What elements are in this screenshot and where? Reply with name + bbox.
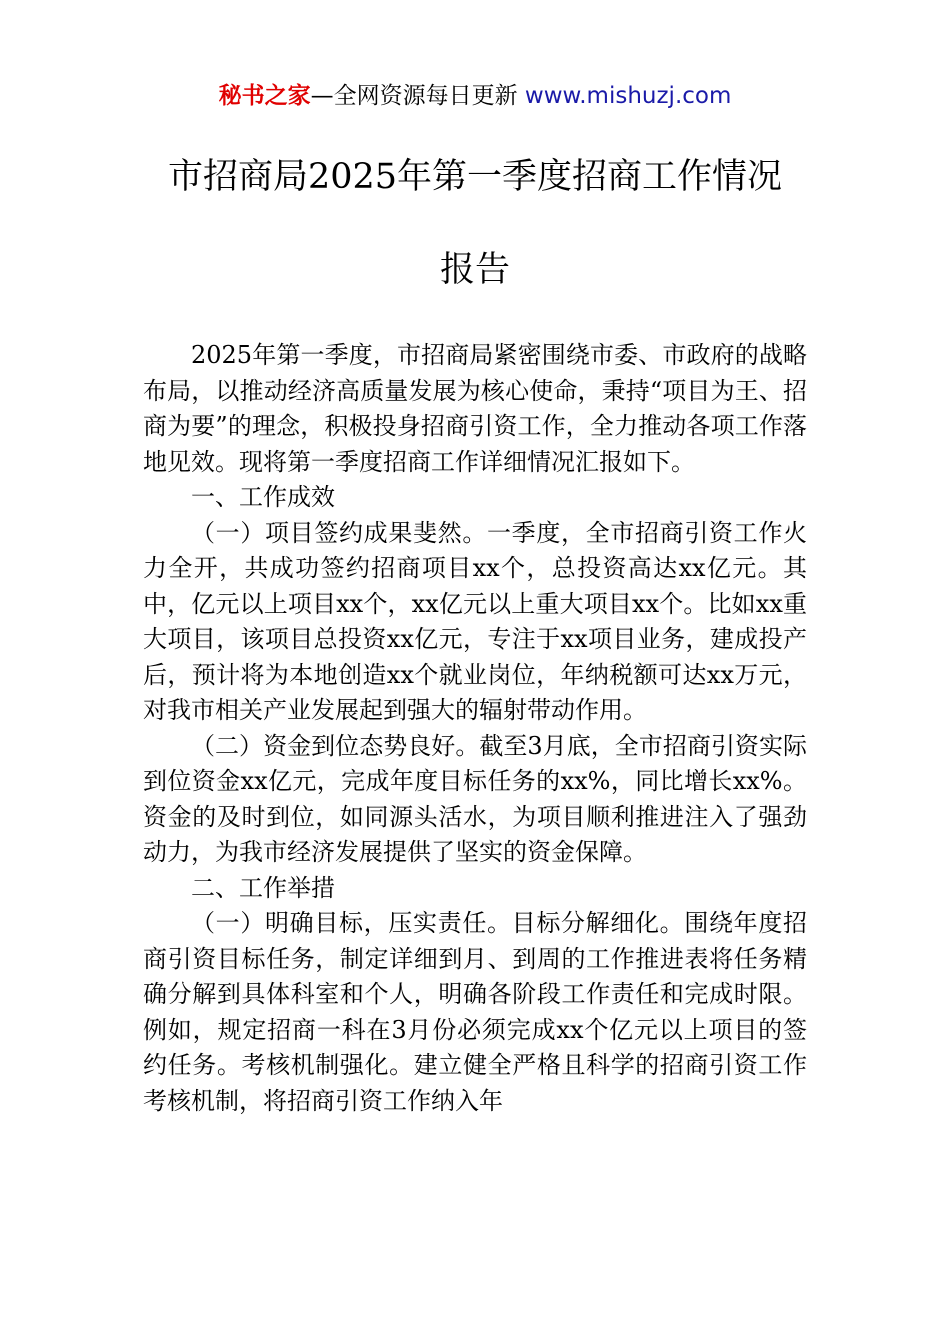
document-title-line-2: 报告 [439,250,510,290]
paragraph-targets-responsibility: （一）明确目标，压实责任。目标分解细化。围绕年度招商引资目标任务，制定详细到月、到周的工作推进表将任务精确分解到具体科室和个人，明确各阶段工作责任和完成时限。例如，规定招商一科在3月份必须完成xx个亿元以上项目的签约任务。考核机制强化。建立健全严格且科学的招商引资工作考核机制，将招商引资工作纳入年 [143,909,807,1115]
section-heading-results: 一、工作成效 [191,483,335,511]
paragraph-project-signing: （一）项目签约成果斐然。一季度，全市招商引资工作火力全开，共成功签约招商项目xx个，总投资高达xx亿元。其中，亿元以上项目xx个，xx亿元以上重大项目xx个。比如xx重大项目，该项目总投资xx亿元，专注于xx项目业务，建成投产后，预计将为本地创造xx个就业岗位，年纳税额可达xx万元，对我市相关产业发展起到强大的辐射带动作用。 [143,518,807,724]
site-url-link[interactable]: www.mishuzj.com [524,83,732,109]
section-heading-measures: 二、工作举措 [191,873,335,902]
site-brand: 秘书之家 [218,83,311,109]
paragraph-funds-arrival: （二）资金到位态势良好。截至3月底，全市招商引资实际到位资金xx亿元，完成年度目标任务的xx%，同比增长xx%。资金的及时到位，如同源头活水，为项目顺利推进注入了强劲动力，为我市经济发展提供了坚实的资金保障。 [143,731,807,866]
site-tagline: —全网资源每日更新 [310,83,518,109]
intro-paragraph: 2025年第一季度，市招商局紧密围绕市委、市政府的战略布局，以推动经济高质量发展为核心使命，秉持“项目为王、招商为要”的理念，积极投身招商引资工作，全力推动各项工作落地见效。现将第一季度招商工作详细情况汇报如下。 [143,341,807,476]
document-body [143,338,807,1119]
document-title-line-1: 市招商局2025年第一季度招商工作情况 [167,157,783,197]
site-header [0,80,950,112]
